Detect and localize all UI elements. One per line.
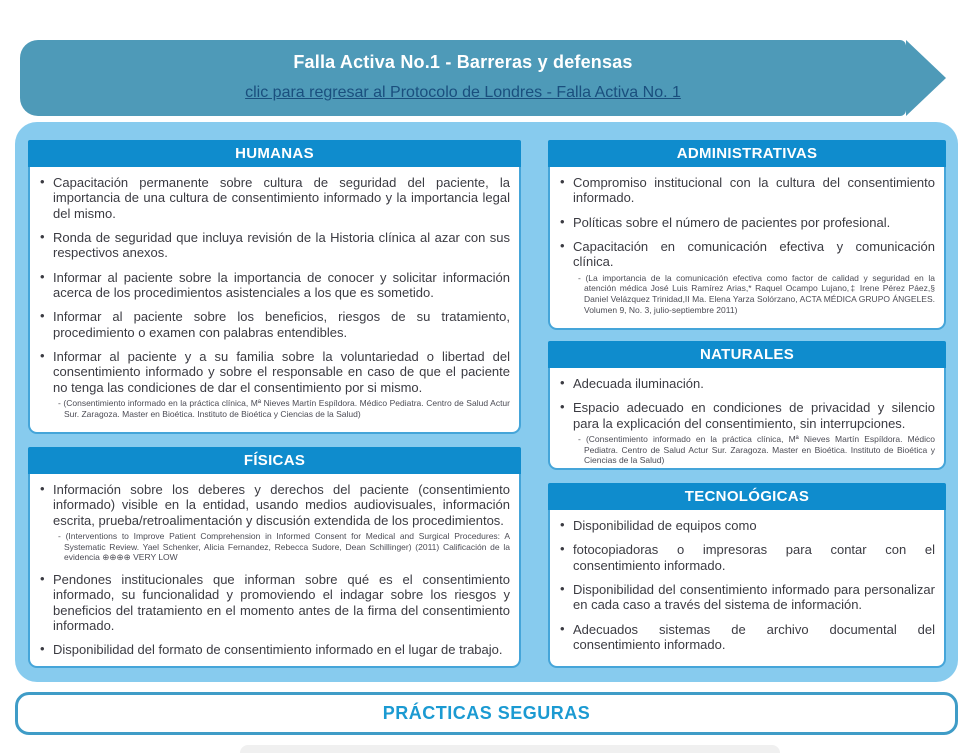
next-section-stub bbox=[240, 745, 780, 753]
banner-arrow-icon bbox=[906, 40, 946, 116]
fisicas-list bbox=[39, 482, 510, 658]
bullet-text: Pendones institucionales que informan sobre qué es el consentimiento informado, su funcionalidad y promoviendo el indagar sobre los riesgos y beneficios del tratamiento en el momento antes de la firma del consentimiento informado. bbox=[53, 571, 510, 633]
bullet-text: Políticas sobre el número de pacientes por profesional. bbox=[573, 214, 891, 230]
section-fisicas bbox=[28, 447, 521, 668]
list-item bbox=[39, 349, 510, 419]
list-item bbox=[559, 542, 935, 573]
administrativas-list bbox=[559, 175, 935, 315]
bullet-text: Capacitación en comunicación efectiva y comunicación clínica. bbox=[573, 238, 935, 270]
citation-text: - (Interventions to Improve Patient Comprehension in Informed Consent for Medical and Surgical Procedures: A Systematic Review. Yael Schenker, Alicia Fernandez, Rebecca Sudore, Dean Schillinger) (2011) Calificación de la evidencia ⊕⊕⊕⊕ VERY LOW bbox=[58, 530, 510, 563]
section-fisicas-body bbox=[28, 474, 521, 668]
barriers-container bbox=[15, 122, 958, 682]
list-item bbox=[39, 175, 510, 221]
bullet-text: Disponibilidad del consentimiento informado para personalizar en cada caso a través del sistema de información. bbox=[573, 581, 935, 613]
list-item bbox=[39, 572, 510, 633]
list-item bbox=[559, 239, 935, 315]
bullet-text: Información sobre los deberes y derechos del paciente (consentimiento informado) visible en la entidad, usando medios audiovisuales, información escrita, prueba/retroalimentación y discusión extendida de los procedimientos. bbox=[53, 482, 510, 528]
list-item bbox=[39, 309, 510, 340]
section-naturales-body bbox=[548, 368, 946, 470]
citation-text: - (La importancia de la comunicación efectiva como factor de calidad y seguridad en la atención médica José Luis Ramírez Arias,* Raquel Ocampo Lujano,‡ Irene Pérez Páez,§ Daniel Velázquez Trinidad,II Ma. Elena Yarza Solórzano, ACTA MÉDICA GRUPO ÁNGELES. Volumen 9, No. 3, julio-septiembre 2011) bbox=[578, 272, 935, 315]
list-item bbox=[39, 230, 510, 261]
section-humanas-title: HUMANAS bbox=[28, 140, 521, 167]
list-item bbox=[559, 400, 935, 466]
bullet-text: Informar al paciente sobre los beneficios, riesgos de su tratamiento, procedimiento o examen con palabras entendibles. bbox=[53, 309, 510, 340]
list-item bbox=[39, 642, 510, 657]
bullet-text: fotocopiadoras o impresoras para contar con el consentimiento informado. bbox=[573, 542, 935, 573]
bullet-text: Adecuada iluminación. bbox=[573, 376, 704, 391]
section-naturales bbox=[548, 341, 946, 470]
bullet-text: Espacio adecuado en condiciones de privacidad y silencio para la explicación del consentimiento, sin interrupciones. bbox=[573, 400, 935, 431]
citation-text: - (Consentimiento informado en la práctica clínica, Mª Nieves Martín Espíldora. Médico Pediatra. Centro de Salud Actur Sur. Zaragoza. Master en Bioética. Instituto de Bioética y Ciencias de la Salud) bbox=[58, 397, 510, 419]
section-humanas-body bbox=[28, 167, 521, 434]
bullet-text: Compromiso institucional con la cultura del consentimiento informado. bbox=[573, 175, 935, 206]
list-item bbox=[559, 518, 935, 533]
section-tecnologicas bbox=[548, 483, 946, 668]
bullet-text: Disponibilidad del formato de consentimiento informado en el lugar de trabajo. bbox=[53, 642, 503, 658]
practicas-seguras-button[interactable] bbox=[15, 692, 958, 735]
list-item bbox=[559, 175, 935, 206]
section-administrativas-body bbox=[548, 167, 946, 330]
list-item bbox=[559, 376, 935, 391]
bullet-text: Ronda de seguridad que incluya revisión de la Historia clínica al azar con sus respectivos anexos. bbox=[53, 229, 510, 261]
section-naturales-title: NATURALES bbox=[548, 341, 946, 368]
bullet-text: Disponibilidad de equipos como bbox=[573, 518, 757, 533]
section-tecnologicas-title: TECNOLÓGICAS bbox=[548, 483, 946, 510]
tecnologicas-list bbox=[559, 518, 935, 652]
practicas-seguras-label: PRÁCTICAS SEGURAS bbox=[382, 703, 591, 723]
header-banner bbox=[20, 40, 906, 116]
section-administrativas-title: ADMINISTRATIVAS bbox=[548, 140, 946, 167]
citation-text: - (Consentimiento informado en la práctica clínica, Mª Nieves Martín Espíldora. Médico Pediatra. Centro de Salud Actur Sur. Zaragoza. Master en Bioética. Instituto de Bioética y Ciencias de la Salud) bbox=[578, 433, 935, 466]
section-fisicas-title: FÍSICAS bbox=[28, 447, 521, 474]
back-to-protocol-link[interactable]: clic para regresar al Protocolo de Londres - Falla Activa No. 1 bbox=[245, 84, 681, 101]
humanas-list bbox=[39, 175, 510, 419]
list-item bbox=[559, 215, 935, 230]
bullet-text: Adecuados sistemas de archivo documental del consentimiento informado. bbox=[573, 621, 935, 652]
list-item bbox=[39, 482, 510, 563]
page-title: Falla Activa No.1 - Barreras y defensas bbox=[293, 52, 633, 72]
naturales-list bbox=[559, 376, 935, 466]
list-item bbox=[559, 622, 935, 653]
bullet-text: Informar al paciente sobre la importancia de conocer y solicitar información acerca de los procedimientos asistenciales a los que es sometido. bbox=[53, 269, 510, 300]
list-item bbox=[559, 582, 935, 613]
bullet-text: Capacitación permanente sobre cultura de seguridad del paciente, la importancia de una cultura de consentimiento informado y la importancia legal del mismo. bbox=[53, 175, 510, 221]
section-tecnologicas-body bbox=[548, 510, 946, 668]
section-administrativas bbox=[548, 140, 946, 330]
list-item bbox=[39, 270, 510, 301]
section-humanas bbox=[28, 140, 521, 434]
bullet-text: Informar al paciente y a su familia sobre la voluntariedad o libertad del consentimiento informado y sobre el responsable en caso de que el paciente no tenga las condiciones de dar el consentimiento por si mismo. bbox=[53, 348, 510, 395]
